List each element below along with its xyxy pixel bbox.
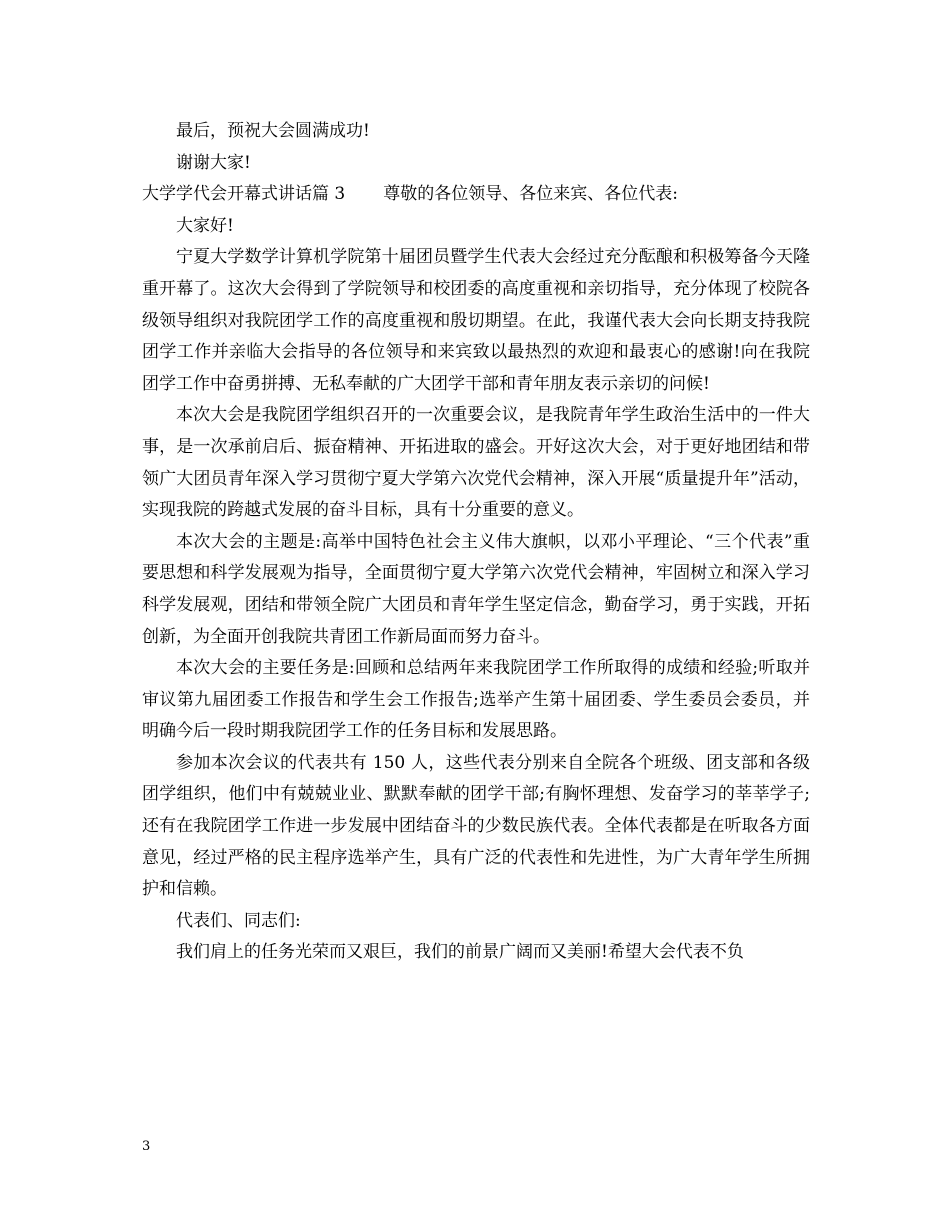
page-number: 3	[142, 1139, 151, 1154]
closing-wish-line: 最后，预祝大会圆满成功!	[176, 121, 370, 141]
paragraph-opening: 宁夏大学数学计算机学院第十届团员暨学生代表大会经过充分酝酿和积极筹备今天隆重开幕了。这次大会得到了学院领导和校团委的高度重视和亲切指导，充分体现了校院各级领导组织对我院团学工作的高度重视和殷切期望。在此，我谨代表大会向长期支持我院团学工作并亲临大会指导的各位领导和来宾致以最热烈的欢迎和最衷心的感谢!向在我院团学工作中奋勇拼搏、无私奉献的广大团学干部和青年朋友表示亲切的问候!	[142, 247, 810, 394]
paragraph-significance: 本次大会是我院团学组织召开的一次重要会议，是我院青年学生政治生活中的一件大事，是一次承前启后、振奋精神、开拓进取的盛会。开好这次大会，对于更好地团结和带领广大团员青年深入学习贯彻宁夏大学第六次党代会精神，深入开展“质量提升年”活动，实现我院的跨越式发展的奋斗目标，具有十分重要的意义。	[142, 405, 810, 521]
paragraph-tasks: 本次大会的主要任务是:回顾和总结两年来我院团学工作所取得的成绩和经验;听取并审议第九届团委工作报告和学生会工作报告;选举产生第十届团委、学生委员会委员，并明确今后一段时期我院团学工作的任务目标和发展思路。	[142, 658, 810, 742]
address-comrades-line: 代表们、同志们:	[176, 910, 301, 931]
document-body	[142, 116, 810, 969]
salutation: 尊敬的各位领导、各位来宾、各位代表:	[383, 184, 678, 205]
thanks-line: 谢谢大家!	[176, 152, 251, 173]
paragraph-delegates: 参加本次会议的代表共有 150 人，这些代表分别来自全院各个班级、团支部和各级团学组织，他们中有兢兢业业、默默奉献的团学干部;有胸怀理想、发奋学习的莘莘学子;还有在我院团学工作进一步发展中团结奋斗的少数民族代表。全体代表都是在听取各方面意见，经过严格的民主程序选举产生，具有广泛的代表性和先进性，为广大青年学生所拥护和信赖。	[142, 752, 810, 900]
paragraph-theme: 本次大会的主题是:高举中国特色社会主义伟大旗帜，以邓小平理论、“三个代表”重要思想和科学发展观为指导，全面贯彻宁夏大学第六次党代会精神，牢固树立和深入学习科学发展观，团结和带领全院广大团员和青年学生坚定信念，勤奋学习，勇于实践，开拓创新，为全面开创我院共青团工作新局面而努力奋斗。	[142, 531, 810, 647]
section-heading-line	[142, 179, 810, 211]
section-title: 大学学代会开幕式讲话篇 3	[142, 184, 346, 205]
paragraph-closing: 我们肩上的任务光荣而又艰巨，我们的前景广阔而又美丽!希望大会代表不负	[176, 942, 744, 963]
greeting-line: 大家好!	[176, 215, 234, 236]
